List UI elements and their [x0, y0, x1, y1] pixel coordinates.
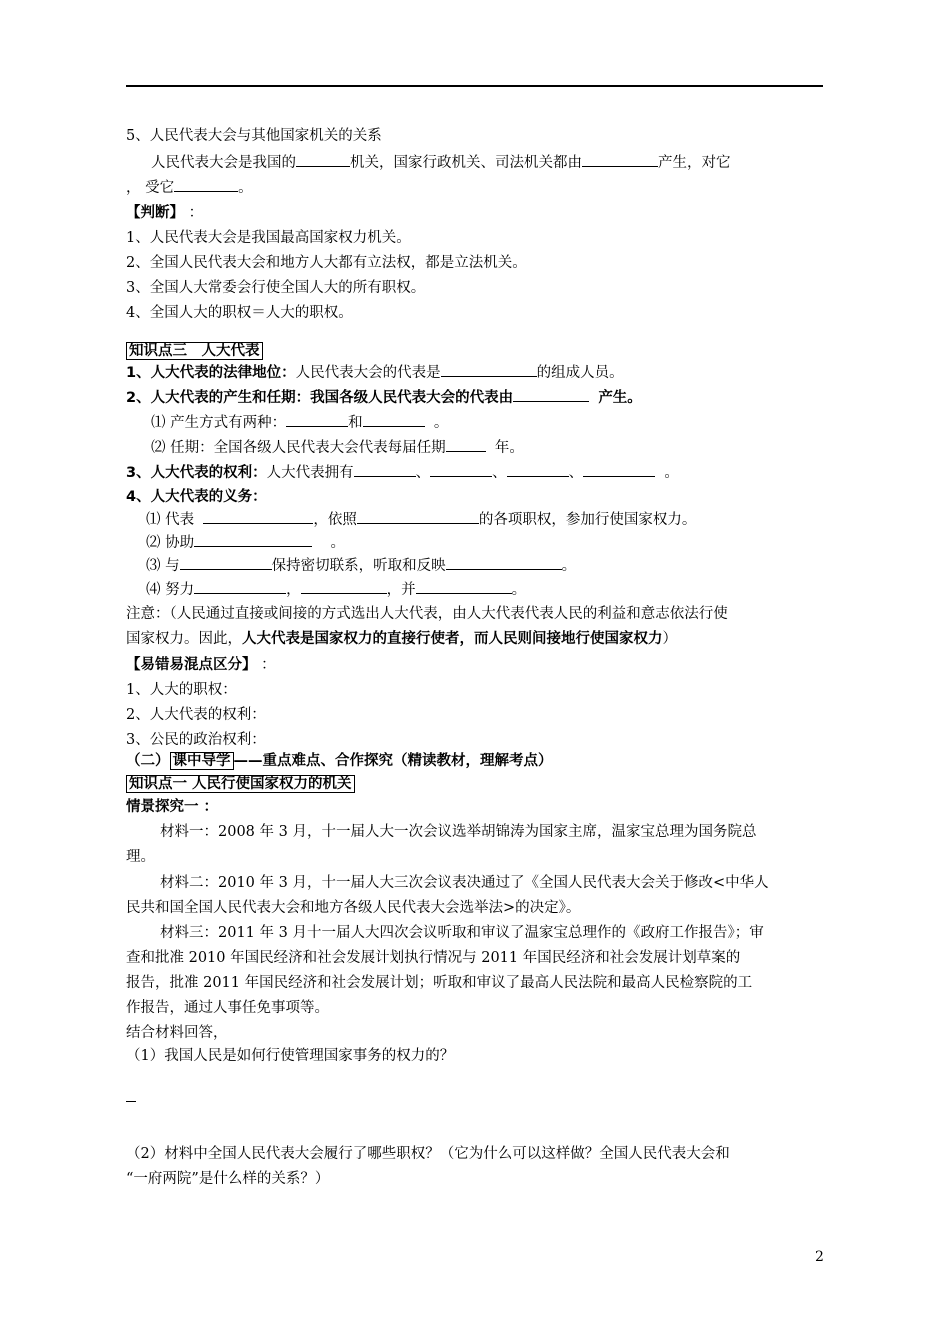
answer-line: [126, 1101, 136, 1102]
kp3-item4: 4、人大代表的义务：: [126, 489, 267, 505]
material3-line4: 作报告，通过人事任免事项等。: [126, 1000, 329, 1016]
blank: [174, 176, 238, 192]
kp3-duty2: ⑵ 协助 。: [146, 531, 345, 554]
kp3-duty1: ⑴ 代表 ，依照 的各项职权，参加行使国家权力。: [146, 508, 696, 531]
judge-item: 3、全国人大常委会行使全国人大的所有职权。: [126, 280, 426, 296]
blank: [446, 436, 486, 452]
material3-line2: 查和批准 2010 年国民经济和社会发展计划执行情况与 2011 年国民经济和社会发展计划草案的: [126, 950, 741, 966]
section5-line2: ， 受它 。: [126, 176, 253, 199]
kp3-item2-2: ⑵ 任期：全国各级人民代表大会代表每届任期 年。: [151, 436, 524, 459]
judge-item: 1、人民代表大会是我国最高国家权力机关。: [126, 230, 411, 246]
confuse-item: 3、公民的政治权利：: [126, 732, 266, 748]
blank: [582, 151, 658, 167]
material1-line1: 材料一：2008 年 3 月，十一届人大一次会议选举胡锦涛为国家主席，温家宝总理为国务院总: [160, 824, 757, 840]
material1-line2: 理。: [126, 849, 155, 865]
kp3-item3: 3、人大代表的权利：人大代表拥有 、 、 、 。: [126, 461, 679, 484]
blank: [180, 554, 272, 570]
section5-title: 5、人民代表大会与其他国家机关的关系: [126, 128, 382, 144]
part2-heading: （二） 课中导学 ——重点难点、合作探究（精读教材，理解考点）: [126, 753, 553, 769]
kp3-item1: 1、人大代表的法律地位：人民代表大会的代表是 的组成人员。: [126, 361, 624, 384]
answer-prompt: 结合材料回答，: [126, 1025, 228, 1041]
blank: [507, 461, 569, 477]
question-2-line1: （2）材料中全国人民代表大会履行了哪些职权？（它为什么可以这样做？全国人民代表大会和: [126, 1146, 730, 1162]
kp3-duty4: ⑷ 努力 ， ，并 。: [146, 578, 526, 601]
kp3-note-line2: 国家权力。因此，人大代表是国家权力的直接行使者，而人民则间接地行使国家权力）: [126, 631, 677, 647]
scene-heading: 情景探究一 ：: [126, 799, 219, 815]
question-2-line2: “一府两院”是什么样的关系？）: [126, 1171, 330, 1187]
question-1: （1）我国人民是如何行使管理国家事务的权力的？: [126, 1048, 455, 1064]
kp3-item2-1: ⑴ 产生方式有两种： 和 。: [151, 411, 448, 434]
blank: [286, 411, 348, 427]
confuse-heading: 【易错易混点区分】 ：: [126, 657, 276, 673]
confuse-item: 1、人大的职权：: [126, 682, 237, 698]
blank: [583, 461, 655, 477]
blank: [194, 531, 312, 547]
material2-line2: 民共和国全国人民代表大会和地方各级人民代表大会选举法>的决定》。: [126, 900, 581, 916]
blank: [416, 578, 512, 594]
header-rule: [126, 85, 823, 87]
blank: [363, 411, 425, 427]
material3-line3: 报告，批准 2011 年国民经济和社会发展计划；听取和审议了最高人民法院和最高人民检察院的工: [126, 975, 753, 991]
blank: [301, 578, 387, 594]
blank: [441, 361, 537, 377]
section5-line1: 人民代表大会是我国的 机关，国家行政机关、司法机关都由 产生，对它: [151, 151, 731, 174]
kp3-item2: 2、人大代表的产生和任期：我国各级人民代表大会的代表由 产生。: [126, 386, 642, 409]
kp1-heading: 知识点一 人民行使国家权力的机关: [126, 773, 355, 795]
confuse-item: 2、人大代表的权利：: [126, 707, 266, 723]
judge-item: 4、全国人大的职权＝人大的职权。: [126, 305, 353, 321]
material2-line1: 材料二：2010 年 3 月，十一届人大三次会议表决通过了《全国人民代表大会关于修改<中华人: [160, 875, 769, 891]
blank: [357, 508, 479, 524]
page-number: 2: [815, 1249, 824, 1265]
judge-item: 2、全国人民代表大会和地方人大都有立法权，都是立法机关。: [126, 255, 527, 271]
blank: [194, 578, 286, 594]
kp3-duty3: ⑶ 与 保持密切联系，听取和反映 。: [146, 554, 576, 577]
blank: [354, 461, 416, 477]
blank: [430, 461, 492, 477]
blank: [296, 151, 350, 167]
judge-heading: 【判断】 ：: [126, 205, 204, 221]
kp3-heading: 知识点三 人大代表: [126, 340, 263, 362]
blank: [203, 508, 313, 524]
blank: [446, 554, 562, 570]
material3-line1: 材料三：2011 年 3 月十一届人大四次会议听取和审议了温家宝总理作的《政府工作报告》；审: [160, 925, 764, 941]
kp3-note-line1: 注意：（人民通过直接或间接的方式选出人大代表，由人大代表代表人民的利益和意志依法行使: [126, 606, 728, 622]
blank: [513, 386, 589, 402]
